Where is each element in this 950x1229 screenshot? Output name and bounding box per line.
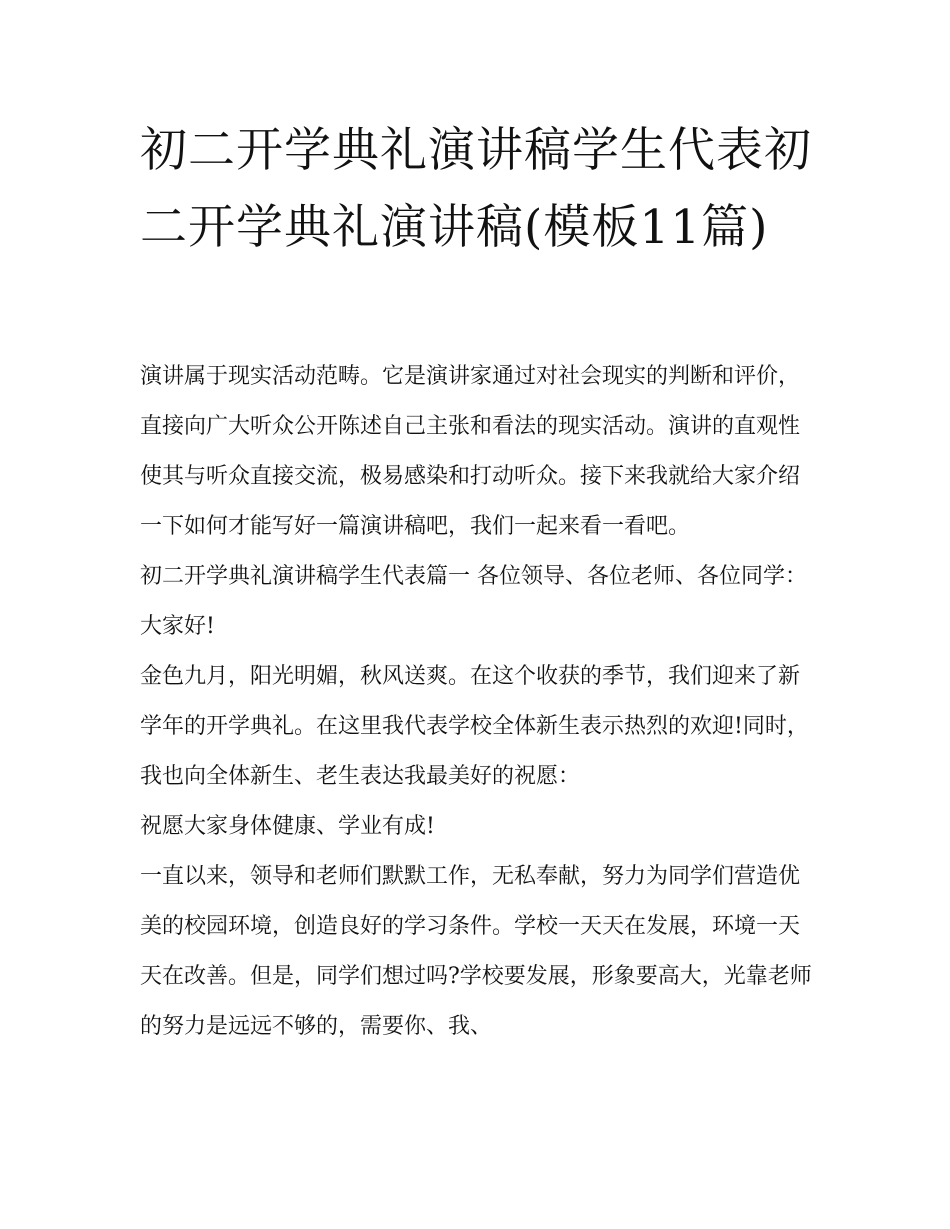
document-body xyxy=(140,352,820,1052)
paragraph-wish: 祝愿大家身体健康、学业有成! xyxy=(140,814,435,839)
paragraph-intro: 演讲属于现实活动范畴。它是演讲家通过对社会现实的判断和评价，直接向广大听众公开陈述自己主张和看法的现实活动。演讲的直观性使其与听众直接交流，极易感染和打动听众。接下来我就给大家介绍一下如何才能写好一篇演讲稿吧，我们一起来看一看吧。 xyxy=(140,364,801,539)
paragraph-school: 一直以来，领导和老师们默默工作，无私奉献，努力为同学们营造优美的校园环境，创造良好的学习条件。学校一天天在发展，环境一天天在改善。但是，同学们想过吗?学校要发展，形象要高大，光靠老师的努力是远远不够的，需要你、我、 xyxy=(140,864,812,1039)
paragraph-greeting: 初二开学典礼演讲稿学生代表篇一 各位领导、各位老师、各位同学： 大家好! xyxy=(140,564,807,639)
document-title: 初二开学典礼演讲稿学生代表初二开学典礼演讲稿(模板11篇) xyxy=(140,123,812,255)
paragraph-opening: 金色九月，阳光明媚，秋风送爽。在这个收获的季节，我们迎来了新学年的开学典礼。在这里我代表学校全体新生表示热烈的欢迎!同时，我也向全体新生、老生表达我最美好的祝愿： xyxy=(140,664,809,789)
